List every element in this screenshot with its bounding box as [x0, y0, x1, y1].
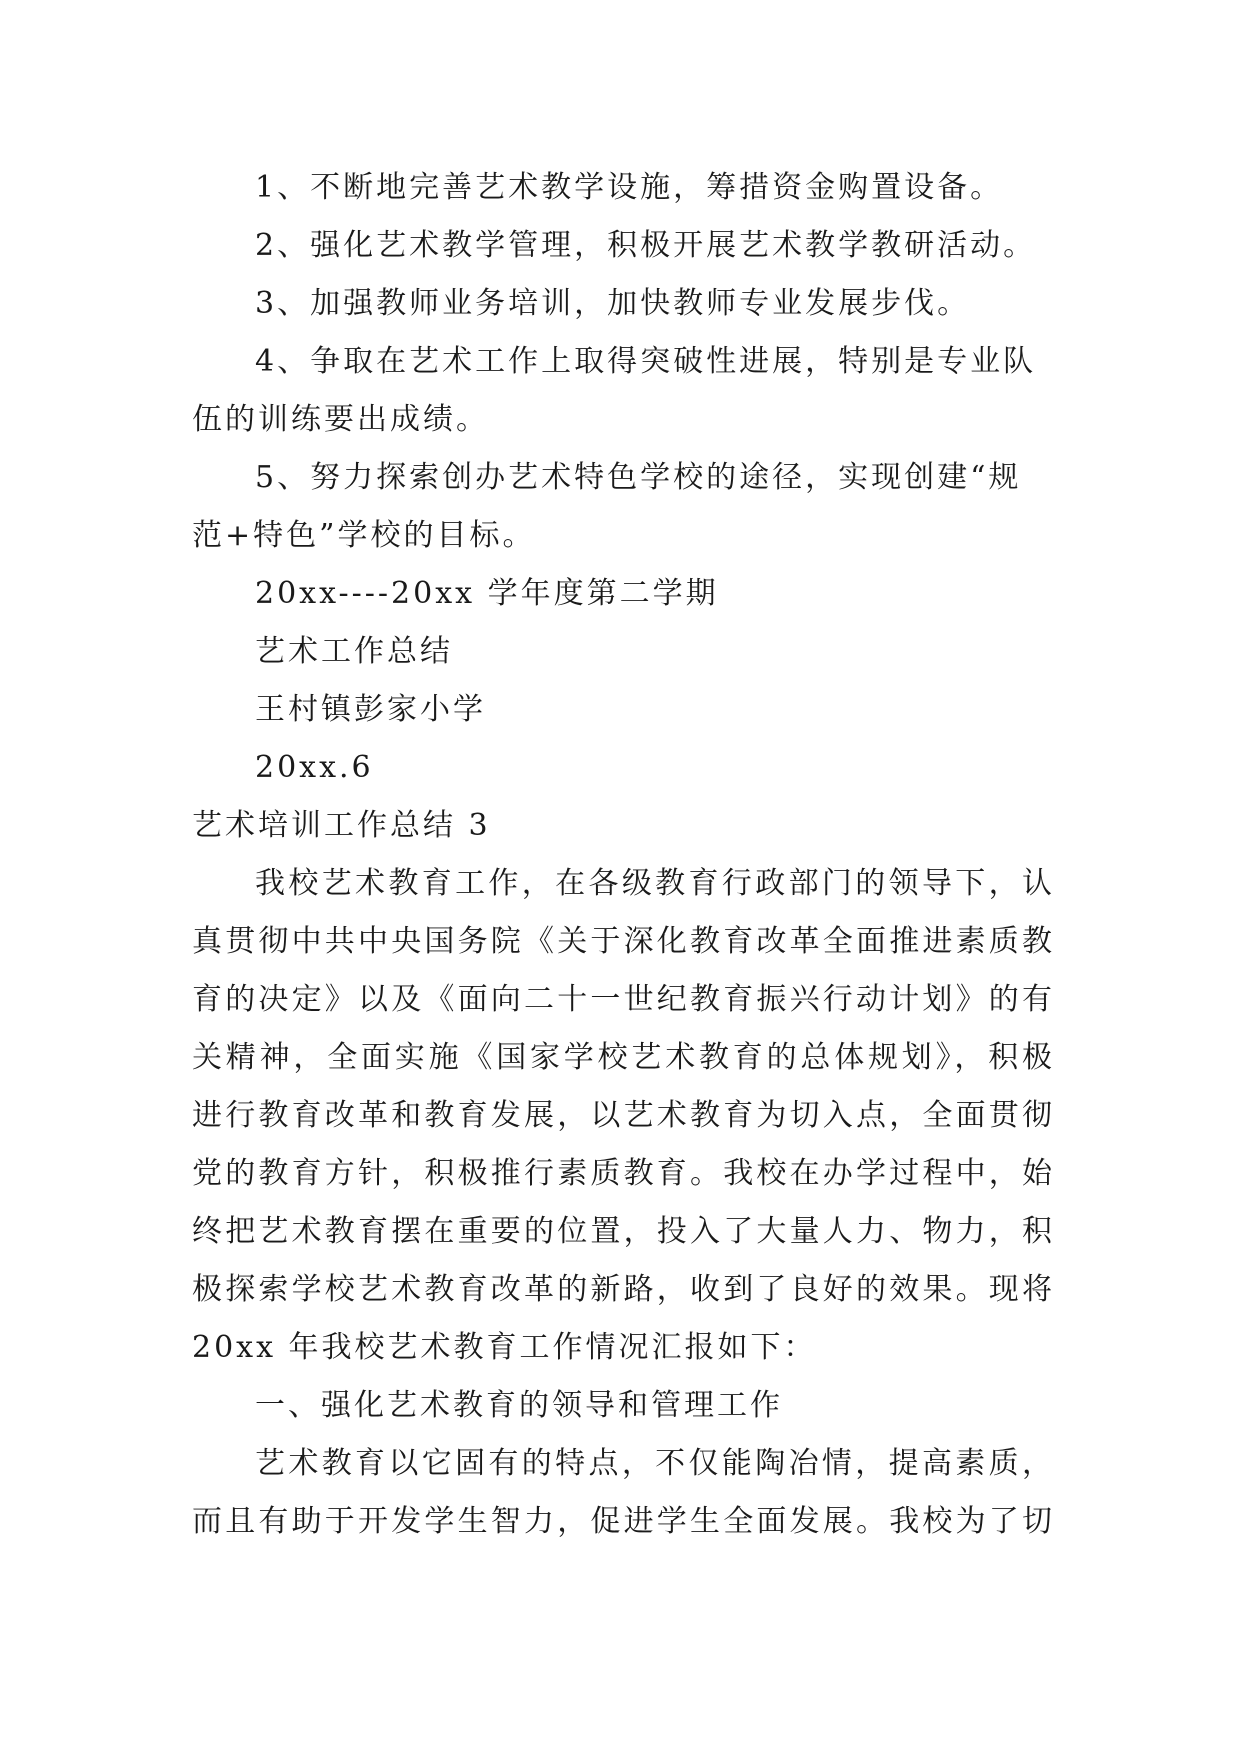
- paragraph-line: 真贯彻中共中央国务院《关于深化教育改革全面推进素质教: [192, 924, 1052, 959]
- paragraph-line: 党的教育方针，积极推行素质教育。我校在办学过程中，始: [192, 1156, 1052, 1191]
- paragraph-line: 关精神，全面实施《国家学校艺术教育的总体规划》，积极: [192, 1040, 1052, 1075]
- date-line: 20xx.6: [255, 750, 374, 785]
- paragraph-line: 极探索学校艺术教育改革的新路，收到了良好的效果。现将: [192, 1272, 1052, 1307]
- paragraph-line: 我校艺术教育工作，在各级教育行政部门的领导下，认: [255, 866, 1052, 901]
- list-item-5: 5、努力探索创办艺术特色学校的途径，实现创建“规: [255, 460, 1022, 495]
- paragraph-line: 育的决定》以及《面向二十一世纪教育振兴行动计划》的有: [192, 982, 1052, 1017]
- list-item-4: 4、争取在艺术工作上取得突破性进展，特别是专业队: [255, 344, 1037, 379]
- section-heading: 艺术培训工作总结 3: [192, 808, 491, 843]
- school-name: 王村镇彭家小学: [255, 692, 486, 727]
- paragraph-line: 艺术教育以它固有的特点，不仅能陶冶情，提高素质，: [255, 1446, 1052, 1481]
- paragraph-line: 进行教育改革和教育发展，以艺术教育为切入点，全面贯彻: [192, 1098, 1052, 1133]
- term-line: 20xx----20xx 学年度第二学期: [255, 576, 719, 611]
- list-item-5-cont: 范+特色”学校的目标。: [192, 518, 536, 553]
- subheading: 一、强化艺术教育的领导和管理工作: [255, 1388, 783, 1423]
- summary-title: 艺术工作总结: [255, 634, 453, 669]
- paragraph-line: 而且有助于开发学生智力，促进学生全面发展。我校为了切: [192, 1504, 1052, 1539]
- list-item-1: 1、不断地完善艺术教学设施，筹措资金购置设备。: [255, 170, 1004, 205]
- list-item-3: 3、加强教师业务培训，加快教师专业发展步伐。: [255, 286, 971, 321]
- list-item-2: 2、强化艺术教学管理，积极开展艺术教学教研活动。: [255, 228, 1037, 263]
- paragraph-line-last: 20xx 年我校艺术教育工作情况汇报如下：: [192, 1330, 817, 1365]
- paragraph-line: 终把艺术教育摆在重要的位置，投入了大量人力、物力，积: [192, 1214, 1052, 1249]
- list-item-4-cont: 伍的训练要出成绩。: [192, 402, 489, 437]
